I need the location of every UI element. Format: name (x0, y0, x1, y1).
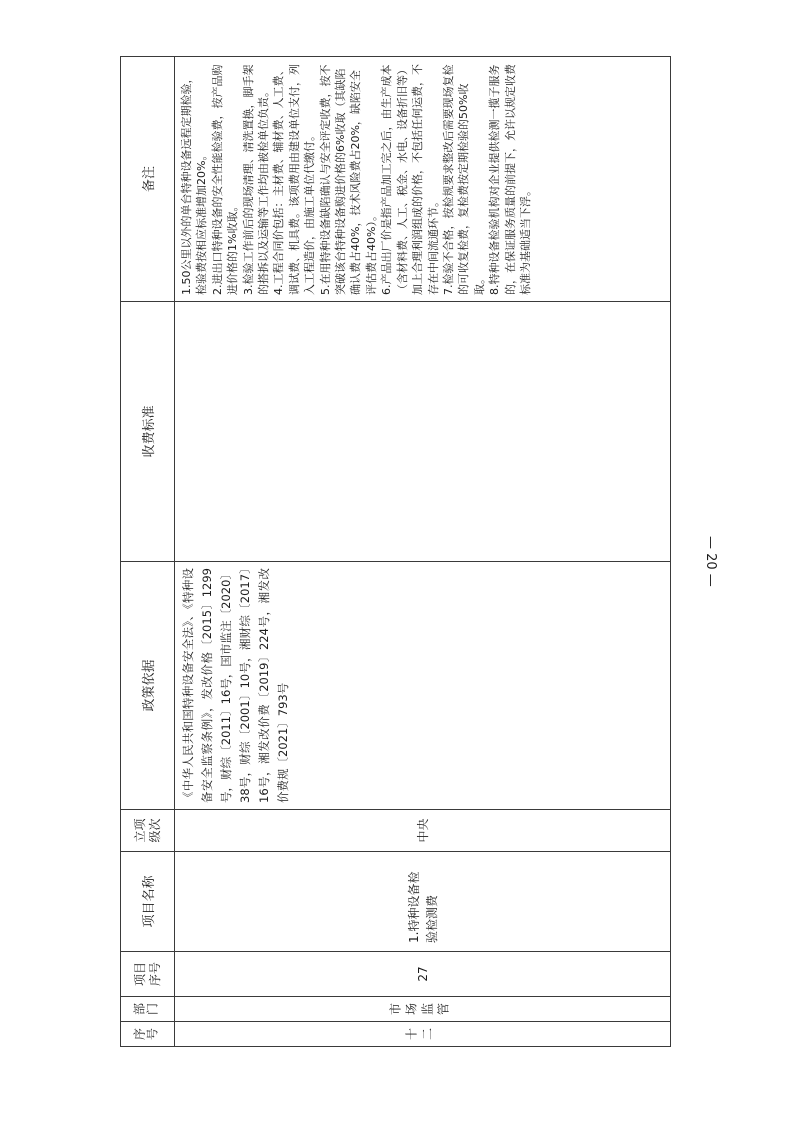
remark-item: 7.检验不合格，按检规要求整改后需要现场复检的可收复检费，复检费按定期检验的50%收取。 (441, 64, 486, 295)
remark-item: 4.工程合同价包括：主材费、辅材费、人工费、调试费、机具费。该项费用由建设单位支付，列入工程造价，由施工单位代缴付。 (272, 64, 317, 295)
cell-policy: 《中华人民共和国特种设备安全法》、《特种设备安全监察条例》，发改价格〔2015〕1299号，财综〔2011〕16号，国市监注〔2020〕38号，财综〔2001〕10号，湘财综〔2017〕16号，湘发改价费〔2019〕224号，湘发改价费规〔2021〕793号 (175, 562, 671, 810)
header-seq: 序号 (121, 1022, 175, 1047)
page-number: — 20 — (703, 536, 718, 587)
cell-level: 中央 (175, 810, 671, 852)
remark-item: 1.50公里以外的单台特种设备远程定期检验，检验费按相应标准增加20%。 (180, 72, 209, 295)
remark-item: 3.检验工作前后的现场清理、清洗置换，脚手架的搭拆以及运输等工作均由被检单位负责。 (241, 64, 271, 295)
remark-item: 2.进出口特种设备的安全性能检验费，按产品购进价格的1%收取。 (210, 64, 240, 295)
table-header-row (121, 57, 175, 1047)
remark-item: 5.在用特种设备缺陷确认与安全评定收费，按不突破该台特种设备购进价格的6%收取（其缺陷确认费占40%，技术风险费占20%，缺陷安全评估费占40%）。 (318, 64, 378, 295)
cell-item-no: 27 (175, 952, 671, 997)
header-dept: 部门 (121, 997, 175, 1022)
cell-fee-standard (175, 302, 671, 562)
header-fee-standard: 收费标准 (121, 302, 175, 562)
header-level: 立项级次 (121, 810, 175, 852)
remark-item: 6.产品出厂价是指产品加工完之后，由生产成本（含材料费、人工、税金、水电、设备折旧等）加上合理利润组成的价格，不包括任何运费，不存在中间流通环节。 (380, 64, 440, 295)
header-item-no: 项目序号 (121, 952, 175, 997)
header-policy: 政策依据 (121, 562, 175, 810)
cell-remarks (175, 57, 671, 302)
remark-item: 8.特种设备检验机构对企业提供检测一揽子服务的，在保证服务质量的前提下，允许以规定收费标准为基础适当下浮。 (488, 64, 532, 295)
header-item-name: 项目名称 (121, 852, 175, 952)
header-remarks: 备注 (121, 57, 175, 302)
cell-dept: 市场监管 (175, 997, 671, 1022)
table-row (175, 57, 671, 1047)
cell-item-name: 1.特种设备检验检测费 (175, 852, 671, 952)
fee-table (120, 56, 671, 1047)
cell-seq: 十二 (175, 1022, 671, 1047)
